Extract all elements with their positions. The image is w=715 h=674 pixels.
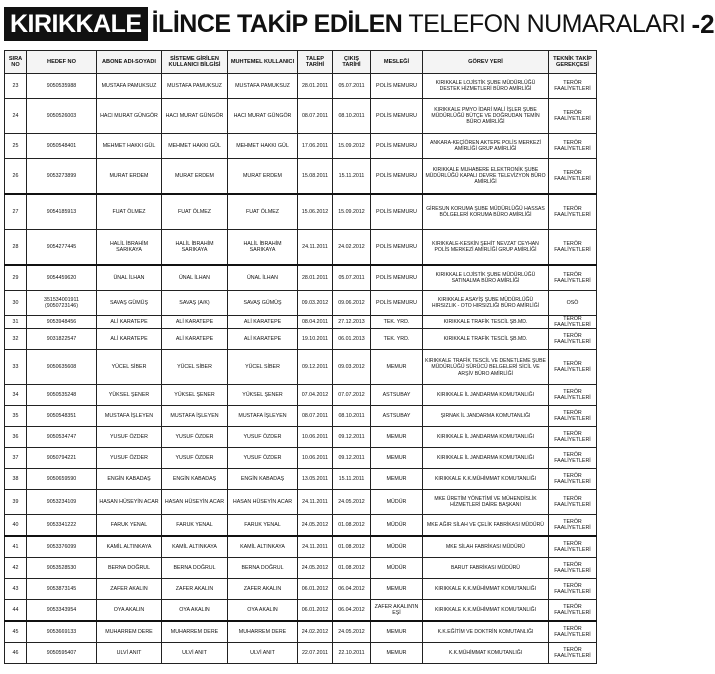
cell-meslek: MÜDÜR — [371, 515, 423, 537]
cell-abone: SAVAŞ GÜMÜŞ — [97, 291, 162, 316]
cell-talep: 08.07.2011 — [298, 406, 333, 427]
cell-gorev: KIRIKKALE İL JANDARMA KOMUTANLIĞI — [423, 427, 549, 448]
cell-gerekce: TERÖR FAALİYETLERİ — [549, 385, 597, 406]
cell-hedef-no: 9050535988 — [27, 74, 97, 99]
cell-meslek: MEMUR — [371, 621, 423, 643]
cell-meslek: POLİS MEMURU — [371, 230, 423, 266]
cell-talep: 07.04.2012 — [298, 385, 333, 406]
cell-sira-no: 27 — [5, 194, 27, 230]
cell-gorev: MKE SİLAH FABRİKASI MÜDÜRÜ — [423, 536, 549, 558]
cell-abone: MUSTAFA PAMUKSUZ — [97, 74, 162, 99]
cell-sistem: MUHARREM DERE — [162, 621, 228, 643]
phone-tracking-table — [4, 50, 597, 664]
cell-cikis: 05.07.2011 — [333, 74, 371, 99]
cell-sistem: ALİ KARATEPE — [162, 329, 228, 350]
cell-muhtemel: FARUK YENAL — [228, 515, 298, 537]
table-row — [5, 74, 597, 99]
cell-sistem: KAMİL ALTINKAYA — [162, 536, 228, 558]
cell-sira-no: 29 — [5, 265, 27, 291]
cell-hedef-no: 9053273899 — [27, 159, 97, 195]
cell-sistem: ALİ KARATEPE — [162, 316, 228, 329]
col-header-sistem: SİSTEME GİRİLEN KULLANICI BİLGİSİ — [162, 51, 228, 74]
cell-sira-no: 23 — [5, 74, 27, 99]
cell-sistem: ENGİN KABADAŞ — [162, 469, 228, 490]
cell-sistem: MUSTAFA İŞLEYEN — [162, 406, 228, 427]
cell-cikis: 07.07.2012 — [333, 385, 371, 406]
cell-hedef-no: 9031822547 — [27, 329, 97, 350]
cell-hedef-no: 9054277445 — [27, 230, 97, 266]
cell-sira-no: 37 — [5, 448, 27, 469]
cell-hedef-no: 9053341222 — [27, 515, 97, 537]
cell-gerekce: TERÖR FAALİYETLERİ — [549, 99, 597, 134]
cell-meslek: MEMUR — [371, 469, 423, 490]
cell-cikis: 09.12.2011 — [333, 427, 371, 448]
cell-sistem: YUSUF ÖZDER — [162, 427, 228, 448]
cell-muhtemel: KAMİL ALTINKAYA — [228, 536, 298, 558]
cell-muhtemel: ENGİN KABADAŞ — [228, 469, 298, 490]
cell-gorev: K.K.EĞİTİM VE DOKTRİN KOMUTANLIĞI — [423, 621, 549, 643]
cell-muhtemel: OYA AKALIN — [228, 600, 298, 622]
table-header-row — [5, 51, 597, 74]
cell-meslek: TEK. YRD. — [371, 316, 423, 329]
col-header-gorev: GÖREV YERİ — [423, 51, 549, 74]
cell-meslek: MEMUR — [371, 643, 423, 664]
table-row — [5, 159, 597, 195]
cell-gorev: KIRIKKALE LOJİSTİK ŞUBE MÜDÜRLÜĞÜ SATINALMA BÜRO AMİRLİĞİ — [423, 265, 549, 291]
cell-cikis: 15.11.2011 — [333, 469, 371, 490]
cell-cikis: 09.03.2012 — [333, 350, 371, 385]
cell-talep: 08.04.2011 — [298, 316, 333, 329]
cell-sistem: HACI MURAT GÜNGÖR — [162, 99, 228, 134]
cell-muhtemel: ULVİ ANIT — [228, 643, 298, 664]
cell-abone: YÜCEL SİBER — [97, 350, 162, 385]
col-header-meslek: MESLEĞİ — [371, 51, 423, 74]
table-row — [5, 448, 597, 469]
cell-gerekce: TERÖR FAALİYETLERİ — [549, 515, 597, 537]
cell-gorev: KIRIKKALE TRAFİK TESCİL VE DENETLEME ŞUBE MÜDÜRLÜĞÜ SÜRÜCÜ BELGELERİ SİCİL VE ARŞİV BÜRO AMİRLİĞİ — [423, 350, 549, 385]
cell-meslek: MÜDÜR — [371, 558, 423, 579]
cell-sira-no: 36 — [5, 427, 27, 448]
cell-sistem: ZAFER AKALIN — [162, 579, 228, 600]
cell-sira-no: 43 — [5, 579, 27, 600]
title-part2: TELEFON NUMARALARI — [408, 9, 686, 38]
cell-abone: MURAT ERDEM — [97, 159, 162, 195]
cell-cikis: 01.08.2012 — [333, 558, 371, 579]
cell-abone: MEHMET HAKKI GÜL — [97, 134, 162, 159]
cell-hedef-no: 9050526003 — [27, 99, 97, 134]
cell-abone: ULVİ ANIT — [97, 643, 162, 664]
cell-talep: 24.11.2011 — [298, 490, 333, 515]
cell-gerekce: TERÖR FAALİYETLERİ — [549, 350, 597, 385]
cell-abone: HALİL İBRAHİM SARIKAYA — [97, 230, 162, 266]
cell-muhtemel: MUSTAFA İŞLEYEN — [228, 406, 298, 427]
cell-hedef-no: 9050534747 — [27, 427, 97, 448]
table-row — [5, 600, 597, 622]
cell-talep: 24.11.2011 — [298, 536, 333, 558]
cell-cikis: 15.09.2012 — [333, 194, 371, 230]
cell-muhtemel: ÜNAL İLHAN — [228, 265, 298, 291]
cell-muhtemel: ALİ KARATEPE — [228, 329, 298, 350]
cell-hedef-no: 9050635608 — [27, 350, 97, 385]
cell-meslek: ASTSUBAY — [371, 385, 423, 406]
cell-abone: ENGİN KABADAŞ — [97, 469, 162, 490]
cell-hedef-no: 9053376099 — [27, 536, 97, 558]
cell-abone: FARUK YENAL — [97, 515, 162, 537]
cell-sira-no: 30 — [5, 291, 27, 316]
table-row — [5, 469, 597, 490]
cell-abone: YUSUF ÖZDER — [97, 448, 162, 469]
cell-cikis: 06.04.2012 — [333, 579, 371, 600]
cell-cikis: 24.05.2012 — [333, 621, 371, 643]
cell-hedef-no: 9054185913 — [27, 194, 97, 230]
cell-hedef-no: 9050535248 — [27, 385, 97, 406]
cell-gerekce: TERÖR FAALİYETLERİ — [549, 74, 597, 99]
cell-sistem: MEHMET HAKKI GÜL — [162, 134, 228, 159]
cell-sistem: BERNA DOĞRUL — [162, 558, 228, 579]
cell-talep: 10.06.2011 — [298, 448, 333, 469]
cell-gerekce: TERÖR FAALİYETLERİ — [549, 448, 597, 469]
cell-talep: 10.06.2011 — [298, 427, 333, 448]
cell-cikis: 09.06.2012 — [333, 291, 371, 316]
cell-muhtemel: YÜKSEL ŞENER — [228, 385, 298, 406]
cell-talep: 06.01.2012 — [298, 579, 333, 600]
cell-hedef-no: 351534001911 (9050723146) — [27, 291, 97, 316]
cell-sira-no: 26 — [5, 159, 27, 195]
cell-abone: ALİ KARATEPE — [97, 316, 162, 329]
cell-abone: YÜKSEL ŞENER — [97, 385, 162, 406]
cell-gorev: KIRIKKALE TRAFİK TESCİL ŞB.MD. — [423, 329, 549, 350]
cell-gerekce: TERÖR FAALİYETLERİ — [549, 427, 597, 448]
cell-gerekce: TERÖR FAALİYETLERİ — [549, 230, 597, 266]
cell-talep: 15.08.2011 — [298, 159, 333, 195]
cell-sira-no: 40 — [5, 515, 27, 537]
cell-meslek: MEMUR — [371, 579, 423, 600]
col-header-sira-no: SIRA NO — [5, 51, 27, 74]
cell-gerekce: OSÖ — [549, 291, 597, 316]
cell-cikis: 15.11.2011 — [333, 159, 371, 195]
cell-sira-no: 24 — [5, 99, 27, 134]
cell-gorev: MKE ÜRETİM YÖNETİMİ VE MÜHENDİSLİK HİZMETLERİ DAİRE BAŞKANI — [423, 490, 549, 515]
cell-muhtemel: MEHMET HAKKI GÜL — [228, 134, 298, 159]
cell-hedef-no: 9053669133 — [27, 621, 97, 643]
table-row — [5, 515, 597, 537]
cell-meslek: MÜDÜR — [371, 490, 423, 515]
cell-gorev: ŞIRNAK İL JANDARMA KOMUTANLIĞI — [423, 406, 549, 427]
cell-gorev: K.K.MÜHİMMAT KOMUTANLIĞI — [423, 643, 549, 664]
table-row — [5, 490, 597, 515]
table-row — [5, 406, 597, 427]
cell-sistem: MUSTAFA PAMUKSUZ — [162, 74, 228, 99]
cell-sistem: YÜCEL SİBER — [162, 350, 228, 385]
cell-cikis: 01.08.2012 — [333, 536, 371, 558]
cell-sira-no: 33 — [5, 350, 27, 385]
cell-abone: MUSTAFA İŞLEYEN — [97, 406, 162, 427]
cell-sistem: FUAT ÖLMEZ — [162, 194, 228, 230]
cell-muhtemel: MURAT ERDEM — [228, 159, 298, 195]
cell-sira-no: 41 — [5, 536, 27, 558]
cell-gerekce: TERÖR FAALİYETLERİ — [549, 600, 597, 622]
cell-sistem: ULVİ ANIT — [162, 643, 228, 664]
cell-muhtemel: HALİL İBRAHİM SARIKAYA — [228, 230, 298, 266]
table-row — [5, 536, 597, 558]
cell-gerekce: TERÖR FAALİYETLERİ — [549, 194, 597, 230]
cell-cikis: 27.12.2013 — [333, 316, 371, 329]
cell-cikis: 05.07.2011 — [333, 265, 371, 291]
cell-talep: 09.03.2012 — [298, 291, 333, 316]
cell-sistem: FARUK YENAL — [162, 515, 228, 537]
cell-meslek: POLİS MEMURU — [371, 99, 423, 134]
cell-meslek: POLİS MEMURU — [371, 291, 423, 316]
cell-meslek: ASTSUBAY — [371, 406, 423, 427]
col-header-abone: ABONE ADI-SOYADI — [97, 51, 162, 74]
table-row — [5, 265, 597, 291]
cell-muhtemel: MUHARREM DERE — [228, 621, 298, 643]
cell-gerekce: TERÖR FAALİYETLERİ — [549, 159, 597, 195]
cell-gorev: KIRIKKALE K.K.MÜHİMMAT KOMUTANLIĞI — [423, 579, 549, 600]
cell-meslek: TEK. YRD. — [371, 329, 423, 350]
table-row — [5, 134, 597, 159]
cell-sistem: HALİL İBRAHİM SARIKAYA — [162, 230, 228, 266]
cell-gerekce: TERÖR FAALİYETLERİ — [549, 469, 597, 490]
cell-gerekce: TERÖR FAALİYETLERİ — [549, 329, 597, 350]
cell-meslek: POLİS MEMURU — [371, 265, 423, 291]
cell-abone: FUAT ÖLMEZ — [97, 194, 162, 230]
cell-gerekce: TERÖR FAALİYETLERİ — [549, 621, 597, 643]
cell-hedef-no: 9053343954 — [27, 600, 97, 622]
cell-hedef-no: 9053873145 — [27, 579, 97, 600]
cell-talep: 06.01.2012 — [298, 600, 333, 622]
cell-sira-no: 38 — [5, 469, 27, 490]
cell-hedef-no: 9050548351 — [27, 406, 97, 427]
cell-gorev: ANKARA-KEÇİÖREN AKTEPE POLİS MERKEZİ AMİRLİĞİ GRUP AMİRLİĞİ — [423, 134, 549, 159]
cell-gorev: KIRIKKALE TRAFİK TESCİL ŞB.MD. — [423, 316, 549, 329]
cell-talep: 09.12.2011 — [298, 350, 333, 385]
cell-talep: 13.05.2011 — [298, 469, 333, 490]
cell-sistem: MURAT ERDEM — [162, 159, 228, 195]
cell-sira-no: 39 — [5, 490, 27, 515]
table-row — [5, 579, 597, 600]
table-row — [5, 329, 597, 350]
cell-gorev: KIRIKKALE PMYO İDARİ MALİ İŞLER ŞUBE MÜDÜRLÜĞÜ BÜTÇE VE DOĞRUDAN TEMİN BÜRO AMİRLİĞİ — [423, 99, 549, 134]
cell-gorev: KIRIKKALE LOJİSTİK ŞUBE MÜDÜRLÜĞÜ DESTEK HİZMETLERİ BÜRO AMİRLİĞİ — [423, 74, 549, 99]
cell-muhtemel: HASAN HÜSEYİN ACAR — [228, 490, 298, 515]
cell-muhtemel: MUSTAFA PAMUKSUZ — [228, 74, 298, 99]
cell-abone: YUSUF ÖZDER — [97, 427, 162, 448]
cell-muhtemel: BERNA DOĞRUL — [228, 558, 298, 579]
cell-sira-no: 35 — [5, 406, 27, 427]
cell-gorev: MKE AĞIR SİLAH VE ÇELİK FABRİKASI MÜDÜRÜ — [423, 515, 549, 537]
cell-gerekce: TERÖR FAALİYETLERİ — [549, 558, 597, 579]
cell-cikis: 24.02.2012 — [333, 230, 371, 266]
cell-sira-no: 25 — [5, 134, 27, 159]
cell-abone: MUHARREM DERE — [97, 621, 162, 643]
cell-talep: 24.11.2011 — [298, 230, 333, 266]
cell-gorev: KIRIKKALE MUHABERE ELEKTRONİK ŞUBE MÜDÜRLÜĞÜ KAPALI DEVRE TELEVİZYON BÜRO AMİRLİĞİ — [423, 159, 549, 195]
table-row — [5, 427, 597, 448]
table-row — [5, 385, 597, 406]
cell-sistem: YÜKSEL ŞENER — [162, 385, 228, 406]
cell-talep: 24.05.2012 — [298, 515, 333, 537]
cell-meslek: MEMUR — [371, 350, 423, 385]
cell-gerekce: TERÖR FAALİYETLERİ — [549, 265, 597, 291]
cell-hedef-no: 9053234109 — [27, 490, 97, 515]
table-row — [5, 350, 597, 385]
cell-gerekce: TERÖR FAALİYETLERİ — [549, 316, 597, 329]
cell-abone: BERNA DOĞRUL — [97, 558, 162, 579]
cell-cikis: 01.08.2012 — [333, 515, 371, 537]
cell-sira-no: 42 — [5, 558, 27, 579]
table-row — [5, 558, 597, 579]
table-row — [5, 230, 597, 266]
cell-talep: 19.10.2011 — [298, 329, 333, 350]
cell-hedef-no: 9053528530 — [27, 558, 97, 579]
cell-muhtemel: ALİ KARATEPE — [228, 316, 298, 329]
cell-gorev: GİRESUN KORUMA ŞUBE MÜDÜRLÜĞÜ HASSAS BÖLGELERİ KORUMA BÜRO AMİRLİĞİ — [423, 194, 549, 230]
cell-cikis: 24.05.2012 — [333, 490, 371, 515]
col-header-hedef-no: HEDEF NO — [27, 51, 97, 74]
table-row — [5, 643, 597, 664]
cell-muhtemel: YUSUF ÖZDER — [228, 427, 298, 448]
cell-meslek: POLİS MEMURU — [371, 74, 423, 99]
table-row — [5, 621, 597, 643]
cell-abone: KAMİL ALTINKAYA — [97, 536, 162, 558]
cell-muhtemel: HACI MURAT GÜNGÖR — [228, 99, 298, 134]
col-header-gerekce: TEKNİK TAKİP GEREKÇESİ — [549, 51, 597, 74]
cell-sistem: SAVAŞ (A/K) — [162, 291, 228, 316]
cell-cikis: 06.04.2012 — [333, 600, 371, 622]
table-row — [5, 291, 597, 316]
cell-abone: HASAN HÜSEYİN ACAR — [97, 490, 162, 515]
cell-meslek: POLİS MEMURU — [371, 194, 423, 230]
cell-cikis: 08.10.2011 — [333, 99, 371, 134]
cell-meslek: MEMUR — [371, 448, 423, 469]
cell-talep: 28.01.2011 — [298, 265, 333, 291]
cell-sira-no: 45 — [5, 621, 27, 643]
cell-cikis: 22.10.2011 — [333, 643, 371, 664]
cell-gorev: KIRIKKALE K.K.MÜHİMMAT KOMUTANLIĞI — [423, 600, 549, 622]
cell-sistem: OYA AKALIN — [162, 600, 228, 622]
cell-cikis: 08.10.2011 — [333, 406, 371, 427]
cell-talep: 17.06.2011 — [298, 134, 333, 159]
cell-meslek: MEMUR — [371, 427, 423, 448]
cell-hedef-no: 9050595407 — [27, 643, 97, 664]
table-row — [5, 194, 597, 230]
cell-sistem: HASAN HÜSEYİN ACAR — [162, 490, 228, 515]
cell-gerekce: TERÖR FAALİYETLERİ — [549, 579, 597, 600]
cell-abone: ALİ KARATEPE — [97, 329, 162, 350]
title-part1: İLİNCE TAKİP EDİLEN — [151, 9, 403, 38]
cell-sistem: ÜNAL İLHAN — [162, 265, 228, 291]
col-header-muhtemel: MUHTEMEL KULLANICI — [228, 51, 298, 74]
cell-meslek: MÜDÜR — [371, 536, 423, 558]
table-row — [5, 316, 597, 329]
cell-muhtemel: FUAT ÖLMEZ — [228, 194, 298, 230]
cell-abone: OYA AKALIN — [97, 600, 162, 622]
cell-abone: ZAFER AKALIN — [97, 579, 162, 600]
cell-sira-no: 32 — [5, 329, 27, 350]
cell-gorev: KIRIKKALE-KESKİN ŞEHİT NEVZAT CEYHAN POLİS MERKEZİ AMİRLİĞİ GRUP AMİRLİĞİ — [423, 230, 549, 266]
cell-gerekce: TERÖR FAALİYETLERİ — [549, 406, 597, 427]
cell-sira-no: 34 — [5, 385, 27, 406]
cell-gerekce: TERÖR FAALİYETLERİ — [549, 490, 597, 515]
cell-talep: 24.02.2012 — [298, 621, 333, 643]
title-city: KIRIKKALE — [4, 7, 148, 41]
cell-hedef-no: 9050659590 — [27, 469, 97, 490]
cell-gorev: KIRIKKALE ASAYİŞ ŞUBE MÜDÜRLÜĞÜ HIRSIZLIK - OTO HIRSIZLIĞI BÜRO AMİRLİĞİ — [423, 291, 549, 316]
table-row — [5, 99, 597, 134]
cell-muhtemel: YUSUF ÖZDER — [228, 448, 298, 469]
cell-sira-no: 46 — [5, 643, 27, 664]
cell-gorev: KIRIKKALE K.K.MÜHİMMAT KOMUTANLIĞI — [423, 469, 549, 490]
cell-cikis: 09.12.2011 — [333, 448, 371, 469]
cell-sira-no: 28 — [5, 230, 27, 266]
cell-meslek: POLİS MEMURU — [371, 134, 423, 159]
cell-gerekce: TERÖR FAALİYETLERİ — [549, 536, 597, 558]
cell-abone: HACI MURAT GÜNGÖR — [97, 99, 162, 134]
cell-talep: 08.07.2011 — [298, 99, 333, 134]
cell-abone: ÜNAL İLHAN — [97, 265, 162, 291]
cell-sistem: YUSUF ÖZDER — [162, 448, 228, 469]
cell-cikis: 06.01.2013 — [333, 329, 371, 350]
cell-cikis: 15.09.2012 — [333, 134, 371, 159]
cell-hedef-no: 9050548401 — [27, 134, 97, 159]
col-header-cikis: ÇIKIŞ TARİHİ — [333, 51, 371, 74]
cell-gorev: KIRIKKALE İL JANDARMA KOMUTANLIĞI — [423, 385, 549, 406]
cell-talep: 22.07.2011 — [298, 643, 333, 664]
cell-muhtemel: YÜCEL SİBER — [228, 350, 298, 385]
cell-hedef-no: 9053948456 — [27, 316, 97, 329]
cell-talep: 28.01.2011 — [298, 74, 333, 99]
cell-talep: 24.05.2012 — [298, 558, 333, 579]
cell-muhtemel: ZAFER AKALIN — [228, 579, 298, 600]
cell-meslek: ZAFER AKALIN'IN EŞİ — [371, 600, 423, 622]
cell-meslek: POLİS MEMURU — [371, 159, 423, 195]
cell-gorev: KIRIKKALE İL JANDARMA KOMUTANLIĞI — [423, 448, 549, 469]
cell-talep: 15.06.2012 — [298, 194, 333, 230]
cell-sira-no: 44 — [5, 600, 27, 622]
cell-gorev: BARUT FABRİKASI MÜDÜRÜ — [423, 558, 549, 579]
cell-hedef-no: 9054459620 — [27, 265, 97, 291]
cell-muhtemel: SAVAŞ GÜMÜŞ — [228, 291, 298, 316]
cell-sira-no: 31 — [5, 316, 27, 329]
col-header-talep: TALEP TARİHİ — [298, 51, 333, 74]
cell-hedef-no: 9050794221 — [27, 448, 97, 469]
title-part3: -2 — [691, 8, 715, 39]
cell-gerekce: TERÖR FAALİYETLERİ — [549, 134, 597, 159]
cell-gerekce: TERÖR FAALİYETLERİ — [549, 643, 597, 664]
document-title — [4, 4, 715, 44]
